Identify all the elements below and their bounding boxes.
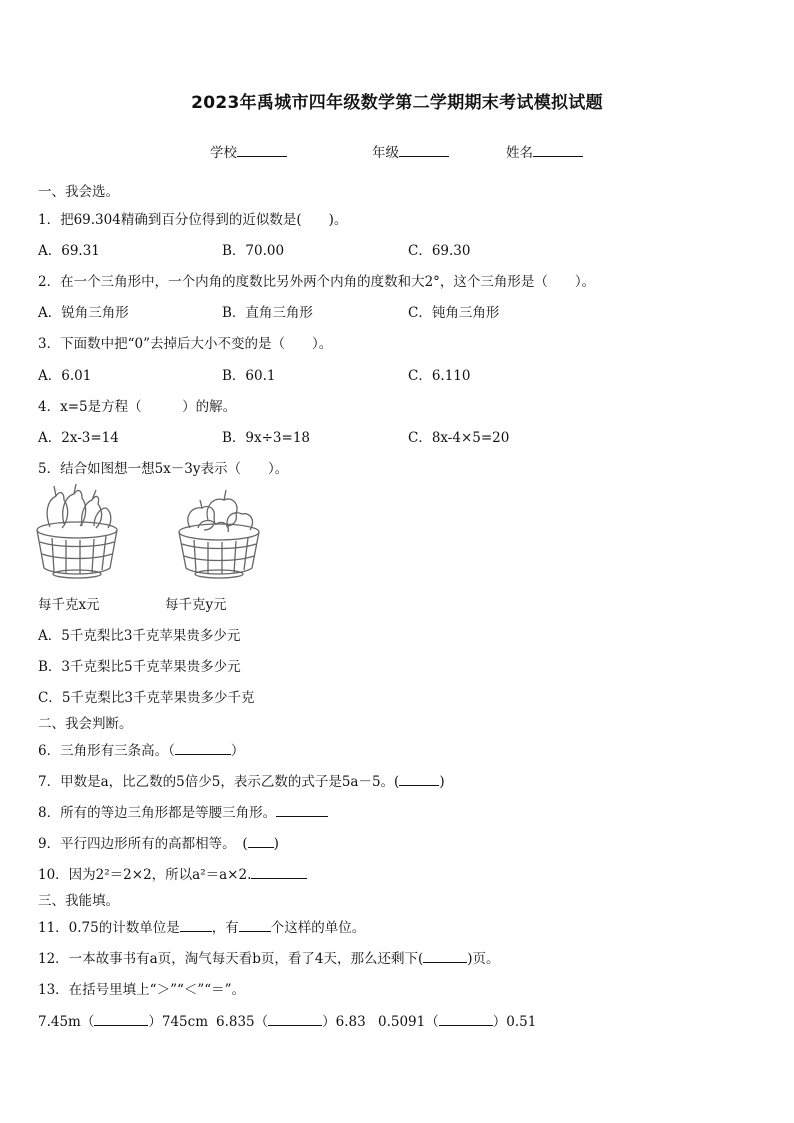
q11-blank-2[interactable] [239, 919, 271, 932]
q3-option-a: A．6.01 [38, 368, 92, 384]
q13-item-1-right: ）745cm [148, 1014, 209, 1030]
q13-item-3 [378, 1010, 536, 1030]
grade-field [372, 141, 449, 161]
q5-option-c: C．5千克梨比3千克苹果贵多少千克 [38, 690, 255, 706]
q13-item-2 [216, 1010, 366, 1030]
apple-price-caption: 每千克y元 [165, 597, 227, 613]
q13-item-2-right: ）6.83 [322, 1014, 366, 1030]
q12-answer-blank[interactable] [423, 950, 467, 963]
question-10 [38, 863, 307, 883]
q13-item-2-blank[interactable] [268, 1013, 322, 1026]
question-13: 13．在括号里填上“＞”“＜”“＝”。 [38, 982, 246, 998]
q10-answer-blank[interactable] [251, 866, 307, 879]
q8-text: 8．所有的等边三角形都是等腰三角形。 [38, 805, 277, 821]
name-blank[interactable] [533, 144, 583, 157]
q3-option-b: B．60.1 [222, 368, 276, 384]
q9-answer-blank[interactable] [248, 835, 274, 848]
q6-answer-blank[interactable] [175, 742, 231, 755]
question-4: 4．x=5是方程（ ）的解。 [38, 399, 237, 415]
q12-text-b: )页。 [467, 951, 500, 967]
apple-basket-image [176, 486, 262, 582]
q9-text: 9．平行四边形所有的高都相等。 ( [38, 836, 248, 852]
q6-text: 6．三角形有三条高。（ [38, 743, 175, 759]
q1-option-c: C．69.30 [408, 243, 471, 259]
name-label: 姓名 [506, 145, 533, 161]
q1-option-a: A．69.31 [38, 243, 100, 259]
question-6 [38, 739, 244, 759]
grade-label: 年级 [372, 145, 399, 161]
q11-text-b: ，有 [211, 920, 239, 936]
question-1: 1．把69.304精确到百分位得到的近似数是( )。 [38, 212, 348, 228]
q8-answer-blank[interactable] [276, 804, 328, 817]
school-label: 学校 [210, 145, 237, 161]
pear-price-caption: 每千克x元 [38, 597, 100, 613]
page-title: 2023年禹城市四年级数学第二学期期末考试模拟试题 [191, 93, 603, 113]
name-field [506, 141, 583, 161]
q6-close: ） [230, 743, 245, 759]
q7-answer-blank[interactable] [399, 773, 439, 786]
question-12 [38, 947, 500, 967]
q13-item-1-blank[interactable] [94, 1013, 148, 1026]
question-11 [38, 916, 365, 936]
q13-item-3-blank[interactable] [439, 1013, 493, 1026]
grade-blank[interactable] [399, 144, 449, 157]
q3-option-c: C．6.110 [408, 368, 471, 384]
pear-basket-image [34, 482, 120, 582]
section-heading-1: 一、我会选。 [38, 184, 119, 200]
q4-option-a: A．2x-3=14 [38, 430, 119, 446]
q13-item-3-right: ）0.51 [492, 1014, 537, 1030]
q12-text-a: 12．一本故事书有a页，淘气每天看b页，看了4天，那么还剩下( [38, 951, 424, 967]
q5-option-b: B．3千克梨比5千克苹果贵多少元 [38, 659, 241, 675]
section-heading-2: 二、我会判断。 [38, 716, 133, 732]
q9-close: ) [273, 836, 279, 852]
question-2: 2．在一个三角形中，一个内角的度数比另外两个内角的度数和大2°，这个三角形是（ ）。 [38, 274, 596, 290]
q11-blank-1[interactable] [180, 919, 212, 932]
q2-option-c: C．钝角三角形 [408, 305, 500, 321]
q7-close: ) [439, 774, 445, 790]
q13-item-1 [38, 1010, 208, 1030]
question-9 [38, 832, 279, 852]
question-5: 5．结合如图想一想5x－3y表示（ ）。 [38, 461, 289, 477]
q2-option-b: B．直角三角形 [222, 305, 313, 321]
q2-option-a: A．锐角三角形 [38, 305, 129, 321]
q4-option-c: C．8x-4×5=20 [408, 430, 510, 446]
q1-option-b: B．70.00 [222, 243, 285, 259]
school-blank[interactable] [237, 144, 287, 157]
q11-text-c: 个这样的单位。 [270, 920, 366, 936]
q13-item-1-left: 7.45m（ [38, 1014, 95, 1030]
school-field [210, 141, 287, 161]
section-heading-3: 三、我能填。 [38, 893, 119, 909]
q7-text: 7．甲数是a，比乙数的5倍少5，表示乙数的式子是5a－5。( [38, 774, 400, 790]
question-3: 3．下面数中把“0”去掉后大小不变的是（ ）。 [38, 336, 333, 352]
q10-text: 10．因为2²＝2×2，所以a²＝a×2. [38, 867, 252, 883]
question-8 [38, 801, 328, 821]
q4-option-b: B．9x÷3=18 [222, 430, 311, 446]
q11-text-a: 11．0.75的计数单位是 [38, 920, 180, 936]
question-7 [38, 770, 445, 790]
q13-item-2-left: 6.835（ [216, 1014, 269, 1030]
q13-item-3-left: 0.5091（ [378, 1014, 439, 1030]
q5-option-a: A．5千克梨比3千克苹果贵多少元 [38, 628, 241, 644]
